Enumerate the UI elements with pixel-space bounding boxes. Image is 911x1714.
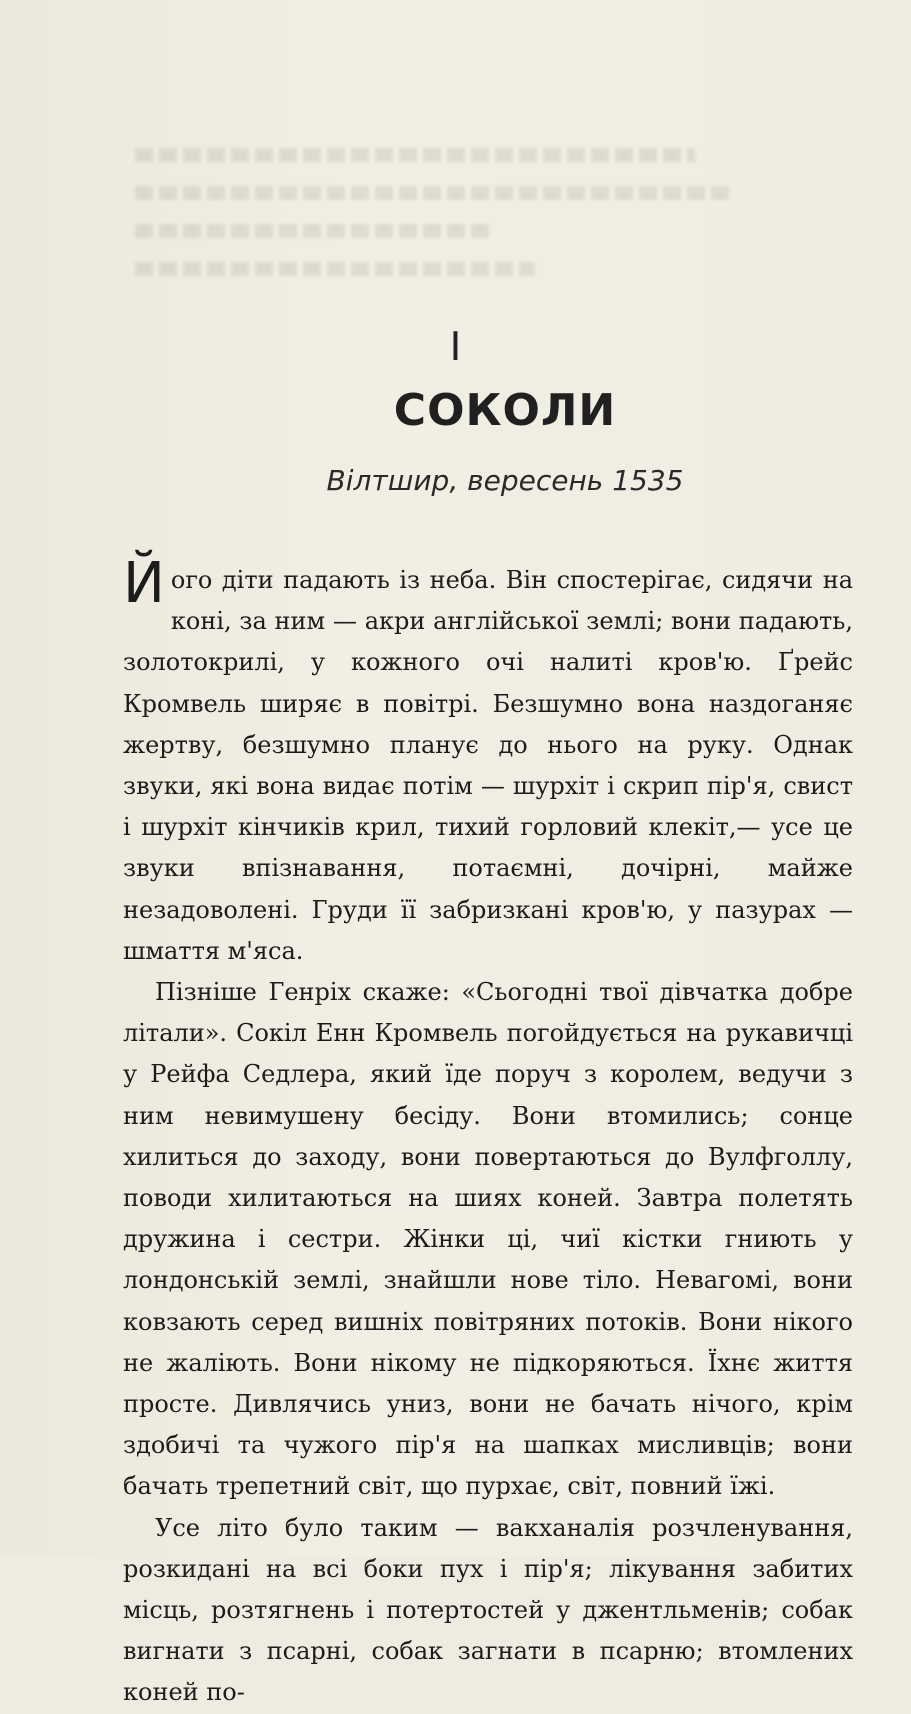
paragraph: Пізніше Генріх скаже: «Сьогодні твої дівчатка добре літали». Сокіл Енн Кромвель погойдується на рукавичці у Рейфа Седлера, який їде поруч з королем, ведучи з ним невимушену бесіду. Вони втомились; сонце хилиться до заходу, вони повертаються до Вулфголлу, поводи хилитаються на шиях коней. Завтра полетять дружина і сестри. Жінки ці, чиї кістки гниють у лондонській землі, знайшли нове тіло. Невагомі, вони ковзають серед вишніх повітряних потоків. Вони нікого не жаліють. Вони нікому не підкоряються. Їхнє життя просте. Дивлячись униз, вони не бачать нічого, крім здобичі та чужого пір'я на шапках мисливців; вони бачать трепетний світ, що пурхає, світ, повний їжі. xyxy=(123,978,853,1501)
show-through-text xyxy=(135,148,735,288)
chapter-location-date: Вілтшир, вересень 1535 xyxy=(326,464,684,497)
paragraph: Усе літо було таким — вакханалія розчленування, розкидані на всі боки пух і пір'я; лікування забитих місць, розтягнень і потертостей у джентльменів; собак вигнати з псарні, собак загнати в псарню; втомлених коней по- xyxy=(123,1513,853,1707)
paragraph xyxy=(123,551,853,972)
paragraph-text: ого діти падають із неба. Він спостерігає, сидячи на коні, за ним — акри англійської землі; вони падають, золотокрилі, у кожного очі налиті кров'ю. Ґрейс Кромвель ширяє в повітрі. Безшумно вона наздоганяє жертву, безшумно планує до нього на руку. Однак звуки, які вона видає потім — шурхіт і скрип пір'я, свист і шурхіт кінчиків крил, тихий горловий клекіт,— усе це звуки впізнавання, потаємні, дочірні, майже незадоволені. Груди її забризкані кров'ю, у пазурах — шмаття м'яса. xyxy=(123,566,853,965)
drop-cap: Й xyxy=(123,551,165,616)
part-number: I xyxy=(449,322,462,369)
chapter-title: СОКОЛИ xyxy=(393,385,617,436)
body-text xyxy=(123,551,853,1714)
